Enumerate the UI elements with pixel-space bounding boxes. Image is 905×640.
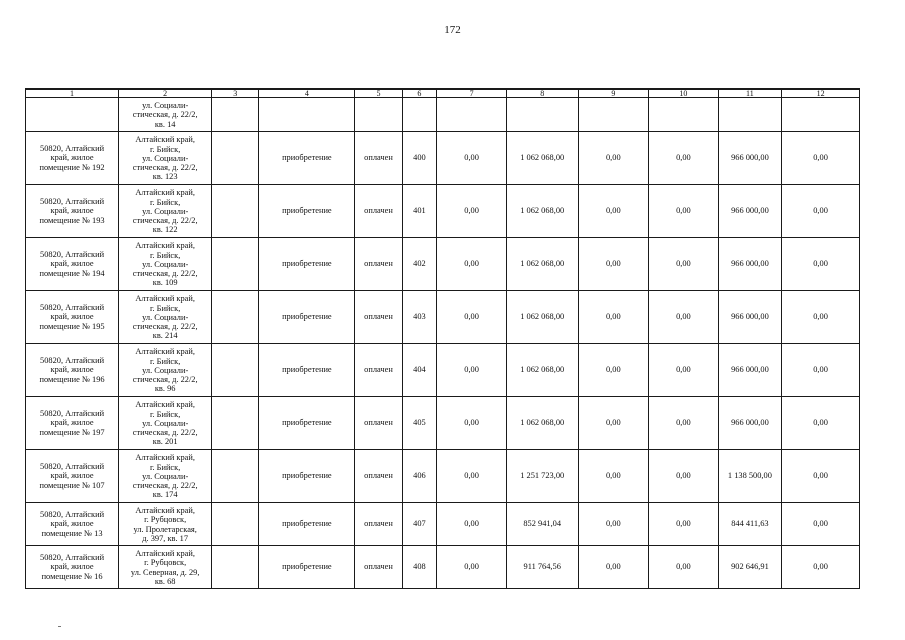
cell-col-12: 0,00: [782, 450, 860, 503]
cell-col-3: [212, 503, 259, 546]
address-line: г. Бийск,: [149, 144, 181, 154]
cell-col-8: [506, 98, 578, 132]
object-name-line: край, жилое: [50, 365, 94, 375]
cell-col-7: 0,00: [437, 397, 507, 450]
address-lines: [121, 399, 209, 446]
cell-col-7: 0,00: [437, 132, 507, 185]
object-name-lines: [28, 303, 116, 331]
cell-col-10: 0,00: [649, 185, 719, 238]
address-line: стическая, д. 22/2,: [132, 428, 198, 438]
cell-col-10: 0,00: [649, 546, 719, 589]
cell-col-1: [26, 503, 119, 546]
cell-col-9: 0,00: [578, 503, 649, 546]
object-name-lines: [28, 462, 116, 490]
cell-col-11: 902 646,91: [718, 546, 781, 589]
table-row: [26, 132, 860, 185]
cell-col-8: 1 062 068,00: [506, 344, 578, 397]
object-name-line: край, жилое: [50, 418, 94, 428]
cell-col-1: [26, 132, 119, 185]
cell-col-5: оплачен: [355, 291, 402, 344]
address-line: ул. Социали-: [142, 101, 189, 111]
column-header-7: 7: [437, 89, 507, 98]
address-line: г. Бийск,: [149, 462, 181, 472]
cell-col-12: 0,00: [782, 344, 860, 397]
address-line: г. Рубцовск,: [144, 515, 187, 525]
cell-col-6: 405: [402, 397, 437, 450]
cell-col-12: 0,00: [782, 397, 860, 450]
cell-col-5: оплачен: [355, 450, 402, 503]
table-header: [26, 89, 860, 98]
address-line: кв. 68: [154, 576, 176, 586]
cell-col-11: 966 000,00: [718, 291, 781, 344]
cell-col-11: [718, 98, 781, 132]
address-line: стическая, д. 22/2,: [132, 110, 198, 120]
object-name-line: помещение № 107: [39, 480, 105, 490]
column-header-11: 11: [718, 89, 781, 98]
cell-col-11: 966 000,00: [718, 344, 781, 397]
column-header-9: 9: [578, 89, 649, 98]
cell-col-2: [119, 344, 212, 397]
cell-col-1: [26, 450, 119, 503]
address-lines: [121, 293, 209, 340]
cell-col-10: 0,00: [649, 291, 719, 344]
column-header-5: 5: [355, 89, 402, 98]
address-line: Алтайский край,: [135, 347, 195, 357]
column-header-4: 4: [259, 89, 355, 98]
cell-col-4: приобретение: [259, 238, 355, 291]
cell-col-7: 0,00: [437, 291, 507, 344]
cell-col-10: 0,00: [649, 397, 719, 450]
cell-col-9: [578, 98, 649, 132]
cell-col-12: 0,00: [782, 546, 860, 589]
address-line: кв. 201: [152, 437, 178, 447]
cell-col-4: приобретение: [259, 185, 355, 238]
table-row: [26, 450, 860, 503]
address-line: Алтайский край,: [135, 241, 195, 251]
object-name-line: 50820, Алтайский: [40, 303, 105, 313]
cell-col-3: [212, 238, 259, 291]
address-lines: [121, 240, 209, 287]
address-line: стическая, д. 22/2,: [132, 269, 198, 279]
cell-col-6: 408: [402, 546, 437, 589]
address-line: Алтайский край,: [135, 400, 195, 410]
cell-col-11: 844 411,63: [718, 503, 781, 546]
object-name-line: 50820, Алтайский: [40, 144, 105, 154]
cell-col-1: [26, 238, 119, 291]
cell-col-9: 0,00: [578, 185, 649, 238]
cell-col-2: [119, 132, 212, 185]
cell-col-10: 0,00: [649, 132, 719, 185]
cell-col-3: [212, 291, 259, 344]
address-line: г. Бийск,: [149, 303, 181, 313]
object-name-line: 50820, Алтайский: [40, 356, 105, 366]
table-row: [26, 291, 860, 344]
object-name-lines: [28, 356, 116, 384]
address-line: ул. Социали-: [142, 153, 189, 163]
object-name-line: 50820, Алтайский: [40, 462, 105, 472]
address-line: г. Рубцовск,: [144, 558, 187, 568]
object-name-line: 50820, Алтайский: [40, 510, 105, 520]
address-line: ул. Социали-: [142, 206, 189, 216]
table-row: [26, 503, 860, 546]
cell-col-10: 0,00: [649, 503, 719, 546]
address-lines: [121, 452, 209, 499]
cell-col-7: 0,00: [437, 503, 507, 546]
address-line: стическая, д. 22/2,: [132, 322, 198, 332]
address-line: стическая, д. 22/2,: [132, 163, 198, 173]
address-line: Алтайский край,: [135, 506, 195, 516]
address-line: стическая, д. 22/2,: [132, 375, 198, 385]
cell-col-12: [782, 98, 860, 132]
column-header-12: 12: [782, 89, 860, 98]
cell-col-1: [26, 397, 119, 450]
cell-col-12: 0,00: [782, 238, 860, 291]
cell-col-4: приобретение: [259, 132, 355, 185]
cell-col-12: 0,00: [782, 185, 860, 238]
object-name-line: помещение № 196: [39, 374, 105, 384]
address-line: д. 397, кв. 17: [142, 533, 189, 543]
cell-col-7: 0,00: [437, 546, 507, 589]
cell-col-5: оплачен: [355, 503, 402, 546]
table-body: [26, 98, 860, 589]
cell-col-5: оплачен: [355, 132, 402, 185]
address-lines: [121, 505, 209, 543]
column-number-row: [26, 89, 860, 98]
cell-col-4: приобретение: [259, 503, 355, 546]
cell-col-4: [259, 98, 355, 132]
object-name-line: 50820, Алтайский: [40, 409, 105, 419]
cell-col-9: 0,00: [578, 132, 649, 185]
cell-col-2: [119, 503, 212, 546]
address-line: г. Бийск,: [149, 409, 181, 419]
cell-col-1: [26, 98, 119, 132]
cell-col-6: 403: [402, 291, 437, 344]
cell-col-2: [119, 546, 212, 589]
address-line: г. Бийск,: [149, 250, 181, 260]
cell-col-2: [119, 397, 212, 450]
object-name-line: край, жилое: [50, 312, 94, 322]
cell-col-4: приобретение: [259, 450, 355, 503]
address-lines: [121, 187, 209, 234]
cell-col-7: 0,00: [437, 344, 507, 397]
cell-col-8: 1 062 068,00: [506, 238, 578, 291]
address-line: ул. Социали-: [142, 471, 189, 481]
cell-col-7: [437, 98, 507, 132]
address-line: кв. 96: [154, 384, 176, 394]
address-line: стическая, д. 22/2,: [132, 481, 198, 491]
address-lines: [121, 548, 209, 586]
cell-col-7: 0,00: [437, 185, 507, 238]
cell-col-3: [212, 344, 259, 397]
cell-col-11: 966 000,00: [718, 397, 781, 450]
address-line: г. Бийск,: [149, 197, 181, 207]
object-name-line: край, жилое: [50, 259, 94, 269]
cell-col-4: приобретение: [259, 397, 355, 450]
cell-col-3: [212, 450, 259, 503]
scan-mark: [58, 626, 61, 627]
cell-col-9: 0,00: [578, 450, 649, 503]
cell-col-9: 0,00: [578, 344, 649, 397]
object-name-lines: [28, 197, 116, 225]
cell-col-4: приобретение: [259, 546, 355, 589]
address-line: Алтайский край,: [135, 453, 195, 463]
cell-col-4: приобретение: [259, 344, 355, 397]
object-name-line: помещение № 197: [39, 427, 105, 437]
cell-col-2: [119, 291, 212, 344]
table-row: [26, 185, 860, 238]
cell-col-5: [355, 98, 402, 132]
cell-col-10: 0,00: [649, 344, 719, 397]
cell-col-8: 911 764,56: [506, 546, 578, 589]
property-register-table: [25, 88, 860, 589]
cell-col-9: 0,00: [578, 291, 649, 344]
cell-col-9: 0,00: [578, 397, 649, 450]
cell-col-7: 0,00: [437, 450, 507, 503]
cell-col-1: [26, 291, 119, 344]
cell-col-5: оплачен: [355, 546, 402, 589]
column-header-2: 2: [119, 89, 212, 98]
column-header-6: 6: [402, 89, 437, 98]
cell-col-5: оплачен: [355, 344, 402, 397]
object-name-line: край, жилое: [50, 471, 94, 481]
object-name-line: 50820, Алтайский: [40, 197, 105, 207]
address-line: Алтайский край,: [135, 135, 195, 145]
column-header-10: 10: [649, 89, 719, 98]
cell-col-11: 966 000,00: [718, 185, 781, 238]
object-name-lines: [28, 510, 116, 538]
address-line: кв. 214: [152, 331, 178, 341]
address-line: Алтайский край,: [135, 549, 195, 559]
object-name-line: помещение № 13: [41, 528, 103, 538]
table-row: [26, 397, 860, 450]
cell-col-6: 404: [402, 344, 437, 397]
column-header-8: 8: [506, 89, 578, 98]
object-name-line: помещение № 192: [39, 162, 105, 172]
address-line: кв. 174: [152, 490, 178, 500]
cell-col-8: 1 062 068,00: [506, 291, 578, 344]
cell-col-8: 1 062 068,00: [506, 132, 578, 185]
cell-col-8: 852 941,04: [506, 503, 578, 546]
address-line: стическая, д. 22/2,: [132, 216, 198, 226]
cell-col-6: [402, 98, 437, 132]
object-name-line: край, жилое: [50, 153, 94, 163]
address-lines: [121, 100, 209, 129]
object-name-lines: [28, 553, 116, 581]
object-name-line: помещение № 194: [39, 268, 105, 278]
object-name-line: край, жилое: [50, 562, 94, 572]
address-line: ул. Социали-: [142, 259, 189, 269]
cell-col-12: 0,00: [782, 291, 860, 344]
table-row: [26, 98, 860, 132]
cell-col-1: [26, 546, 119, 589]
address-line: Алтайский край,: [135, 188, 195, 198]
cell-col-10: [649, 98, 719, 132]
object-name-line: 50820, Алтайский: [40, 250, 105, 260]
cell-col-6: 401: [402, 185, 437, 238]
cell-col-6: 402: [402, 238, 437, 291]
column-header-3: 3: [212, 89, 259, 98]
address-line: ул. Социали-: [142, 312, 189, 322]
cell-col-9: 0,00: [578, 546, 649, 589]
address-lines: [121, 134, 209, 181]
cell-col-5: оплачен: [355, 238, 402, 291]
cell-col-2: [119, 98, 212, 132]
cell-col-11: 966 000,00: [718, 238, 781, 291]
object-name-line: помещение № 16: [41, 571, 103, 581]
cell-col-11: 966 000,00: [718, 132, 781, 185]
cell-col-6: 406: [402, 450, 437, 503]
cell-col-12: 0,00: [782, 503, 860, 546]
cell-col-2: [119, 238, 212, 291]
cell-col-9: 0,00: [578, 238, 649, 291]
cell-col-8: 1 251 723,00: [506, 450, 578, 503]
object-name-lines: [28, 144, 116, 172]
object-name-line: помещение № 193: [39, 215, 105, 225]
address-line: кв. 123: [152, 172, 178, 182]
cell-col-3: [212, 546, 259, 589]
cell-col-3: [212, 185, 259, 238]
cell-col-6: 407: [402, 503, 437, 546]
address-line: кв. 109: [152, 278, 178, 288]
address-line: г. Бийск,: [149, 356, 181, 366]
column-header-1: 1: [26, 89, 119, 98]
cell-col-12: 0,00: [782, 132, 860, 185]
cell-col-11: 1 138 500,00: [718, 450, 781, 503]
object-name-line: край, жилое: [50, 519, 94, 529]
object-name-lines: [28, 409, 116, 437]
address-line: Алтайский край,: [135, 294, 195, 304]
cell-col-6: 400: [402, 132, 437, 185]
cell-col-1: [26, 344, 119, 397]
address-line: ул. Социали-: [142, 418, 189, 428]
cell-col-10: 0,00: [649, 238, 719, 291]
address-line: ул. Пролетарская,: [133, 524, 197, 534]
cell-col-7: 0,00: [437, 238, 507, 291]
cell-col-8: 1 062 068,00: [506, 397, 578, 450]
object-name-line: помещение № 195: [39, 321, 105, 331]
object-name-line: край, жилое: [50, 206, 94, 216]
cell-col-2: [119, 450, 212, 503]
table-row: [26, 344, 860, 397]
cell-col-2: [119, 185, 212, 238]
cell-col-10: 0,00: [649, 450, 719, 503]
object-name-lines: [28, 250, 116, 278]
cell-col-5: оплачен: [355, 185, 402, 238]
object-name-line: 50820, Алтайский: [40, 553, 105, 563]
table-row: [26, 238, 860, 291]
address-line: кв. 122: [152, 225, 178, 235]
cell-col-3: [212, 98, 259, 132]
cell-col-5: оплачен: [355, 397, 402, 450]
address-line: кв. 14: [154, 119, 176, 129]
address-lines: [121, 346, 209, 393]
cell-col-4: приобретение: [259, 291, 355, 344]
address-line: ул. Северная, д. 29,: [130, 567, 200, 577]
page-number: 172: [444, 24, 461, 36]
cell-col-3: [212, 397, 259, 450]
cell-col-1: [26, 185, 119, 238]
table-row: [26, 546, 860, 589]
address-line: ул. Социали-: [142, 365, 189, 375]
cell-col-3: [212, 132, 259, 185]
cell-col-8: 1 062 068,00: [506, 185, 578, 238]
